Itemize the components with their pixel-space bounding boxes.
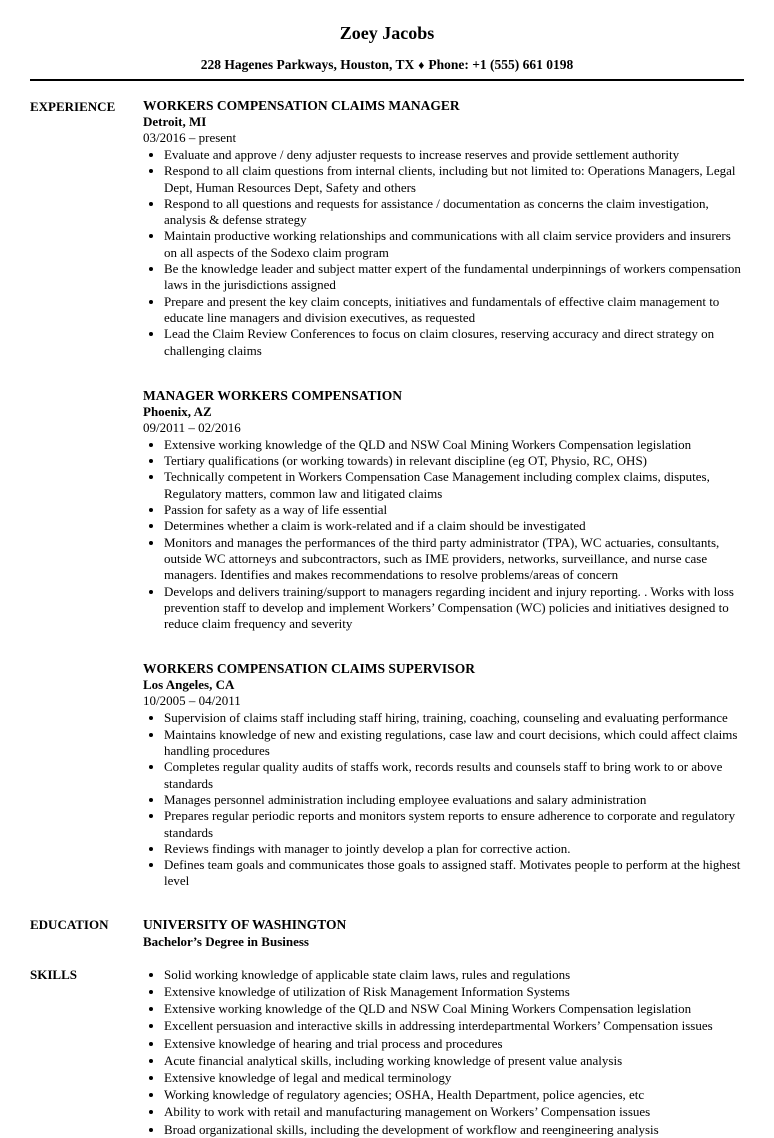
job-title: WORKERS COMPENSATION CLAIMS SUPERVISOR [143,661,475,677]
diamond-icon: ♦ [418,58,425,72]
bullet-item: • Acute financial analytical skills, including working knowledge of present value analysis [164,1052,744,1069]
bullet-item: • Extensive knowledge of utilization of Risk Management Information Systems [164,983,744,1000]
bullet-item: • Extensive working knowledge of the QLD and NSW Coal Mining Workers Compensation legislation [164,437,744,453]
education-section [30,916,744,951]
job-dates: 10/2005 – 04/2011 [143,693,241,709]
phone-text: Phone: +1 (555) 661 0198 [428,57,574,72]
education-school: UNIVERSITY OF WASHINGTON [143,916,347,932]
job-bullets [143,710,744,889]
job-dates: 03/2016 – present [143,130,237,145]
bullet-item: • Solid working knowledge of applicable state claim laws, rules and regulations [164,966,744,983]
bullet-item: • Manages personnel administration including employee evaluations and salary administration [164,792,744,808]
bullet-item: • Lead the Claim Review Conferences to focus on claim closures, reserving accuracy and direct strategy on challenging claims [164,326,744,359]
bullet-item: • Prepares regular periodic reports and monitors system reports to ensure adherence to corporate and regulatory standards [164,808,744,841]
job-title: WORKERS COMPENSATION CLAIMS MANAGER [143,98,460,113]
bullet-item: • Excellent persuasion and interactive skills in addressing interdepartmental Workers’ Compensation issues [164,1017,744,1034]
section-label-skills: SKILLS [30,966,77,982]
bullet-item: • Develops and delivers training/support to managers regarding incident and injury reporting. . Works with loss prevention staff to develop and implement Workers’ Compensation (WC) policies and initiatives designed to reduce claim frequency and severity [164,584,744,633]
bullet-item: • Technically competent in Workers Compensation Case Management including complex claims, disputes, Regulatory matters, common law and litigated claims [164,469,744,502]
bullet-item: • Supervision of claims staff including staff hiring, training, coaching, counseling and evaluating performance [164,710,744,726]
job-location: Los Angeles, CA [143,677,235,693]
section-label-experience: EXPERIENCE [30,99,116,114]
bullet-item: • Determines whether a claim is work-related and if a claim should be investigated [164,518,744,534]
bullet-item: • Reviews findings with manager to jointly develop a plan for corrective action. [164,841,744,857]
job-location: Phoenix, AZ [143,403,212,419]
job-location: Detroit, MI [143,114,207,129]
job-entry [143,661,744,889]
job-bullets [143,147,744,359]
bullet-item: • Extensive working knowledge of the QLD and NSW Coal Mining Workers Compensation legislation [164,1000,744,1017]
section-label-education: EDUCATION [30,916,109,932]
contact-line [30,57,744,73]
experience-section [30,98,744,890]
job-entry [143,98,744,359]
job-dates: 09/2011 – 02/2016 [143,419,241,435]
header-divider [30,79,744,81]
bullet-item: • Completes regular quality audits of staffs work, records results and counsels staff to bring work to or above standards [164,759,744,792]
skills-content [143,966,744,1138]
experience-jobs [143,98,744,890]
bullet-item: • Maintains knowledge of new and existing regulations, case law and court decisions, which could affect claims handling procedures [164,727,744,760]
bullet-item: • Respond to all questions and requests for assistance / documentation as concerns the claim investigation, analysis & defense strategy [164,196,744,229]
bullet-item: • Be the knowledge leader and subject matter expert of the fundamental underpinnings of workers compensation laws in the jurisdictions assigned [164,261,744,294]
education-degree: Bachelor’s Degree in Business [143,933,309,949]
bullet-item: • Evaluate and approve / deny adjuster requests to increase reserves and provide settlement authority [164,147,744,163]
bullet-item: • Extensive knowledge of hearing and trial process and procedures [164,1035,744,1052]
skills-section [30,966,744,1138]
job-title: MANAGER WORKERS COMPENSATION [143,387,403,403]
bullet-item: • Prepare and present the key claim concepts, initiatives and fundamentals of effective claim management to educate line managers and division executives, as requested [164,294,744,327]
bullet-item: • Defines team goals and communicates those goals to assigned staff. Motivates people to perform at the highest level [164,857,744,890]
education-content [143,916,744,951]
bullet-item: • Passion for safety as a way of life essential [164,502,744,518]
bullet-item: • Ability to work with retail and manufacturing management on Workers’ Compensation issues [164,1103,744,1120]
bullet-item: • Extensive knowledge of legal and medical terminology [164,1069,744,1086]
address-text: 228 Hagenes Parkways, Houston, TX [200,57,415,72]
bullet-item: • Monitors and manages the performances of the third party administrator (TPA), WC actuaries, consultants, outside WC attorneys and subcontractors, such as IME providers, networks, surveillance, and nurse case managers. Identifies and makes recommendations to resolve problems/areas of concern [164,535,744,584]
bullet-item: • Respond to all claim questions from internal clients, including but not limited to: Operations Managers, Legal Dept, Human Resources Dept, Safety and others [164,163,744,196]
candidate-name: Zoey Jacobs [339,23,435,43]
bullet-item: • Working knowledge of regulatory agencies; OSHA, Health Department, police agencies, etc [164,1086,744,1103]
skills-list [143,966,744,1138]
bullet-item: • Maintain productive working relationships and communications with all claim service providers and insurers on all aspects of the Sodexo claim program [164,228,744,261]
job-entry [143,388,744,633]
bullet-item: • Tertiary qualifications (or working towards) in relevant discipline (eg OT, Physio, RC, OHS) [164,453,744,469]
bullet-item: • Broad organizational skills, including the development of workflow and reengineering analysis [164,1121,744,1138]
job-bullets [143,437,744,633]
